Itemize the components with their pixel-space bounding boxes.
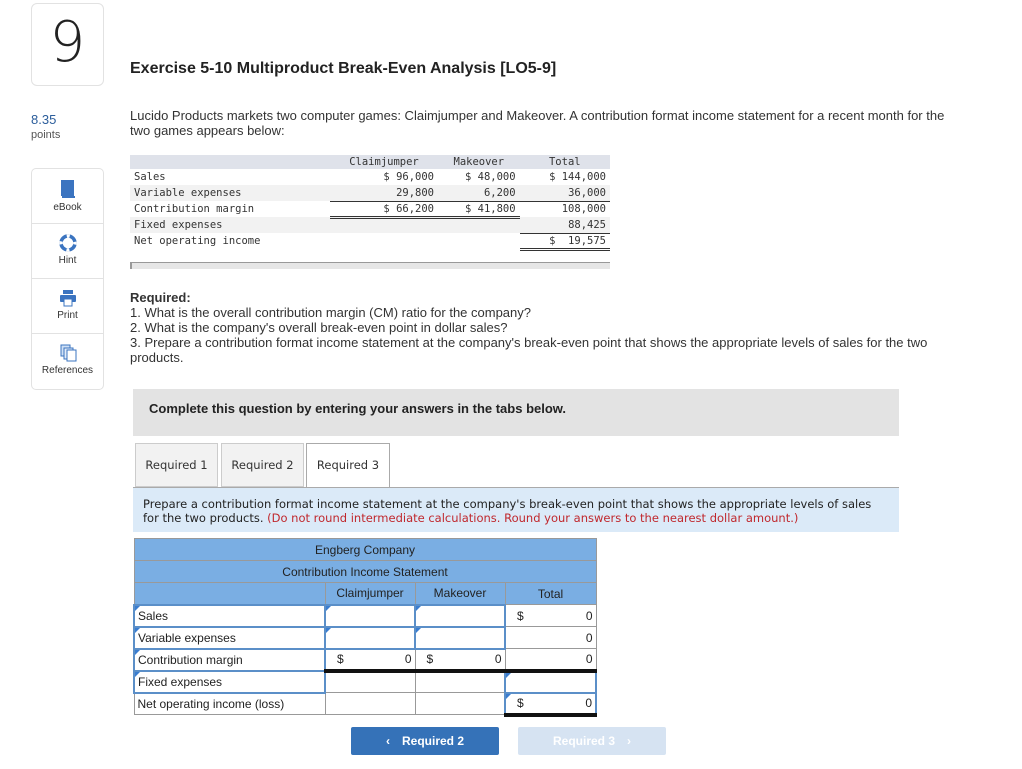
question-number: 9 [31, 3, 104, 86]
claimjumper-cm-cell [325, 649, 415, 671]
instruction-note: (Do not round intermediate calculations. Round your answers to the nearest dollar amount.) [267, 511, 799, 525]
total-fixed-input[interactable] [505, 671, 596, 693]
col-header: Makeover [415, 583, 505, 605]
total-value: 0 [585, 696, 592, 710]
col-header: Makeover [438, 155, 520, 169]
claimjumper-sales-input[interactable] [325, 605, 415, 627]
table-row [134, 627, 596, 649]
col-header: Claimjumper [325, 583, 415, 605]
prev-label: Required 2 [401, 734, 464, 748]
company-name: Engberg Company [134, 539, 596, 561]
chevron-right-icon: › [627, 734, 631, 748]
col-header: Total [505, 583, 596, 605]
lifebuoy-icon [59, 234, 77, 252]
dollar-sign: $ [517, 696, 524, 710]
col-header: Claimjumper [330, 155, 438, 169]
row-label: Net operating income [134, 235, 261, 247]
tab-instruction [133, 487, 899, 532]
cell: 108,000 [561, 203, 606, 216]
col-header: Total [520, 155, 610, 169]
hint-button[interactable] [32, 224, 103, 279]
table-row [134, 671, 596, 693]
prev-required-2-button[interactable] [351, 727, 499, 755]
table-row [134, 605, 596, 627]
claimjumper-variable-input[interactable] [325, 627, 415, 649]
print-label: Print [57, 310, 78, 321]
hint-label: Hint [58, 255, 77, 266]
table-row [130, 169, 610, 185]
tab-required-1[interactable]: Required 1 [135, 443, 218, 487]
required-item: 1. What is the overall contribution margin (CM) ratio for the company? [130, 305, 532, 320]
table-row [130, 185, 610, 201]
row-label-input[interactable]: Sales [134, 605, 325, 627]
instruction-banner: Complete this question by entering your answers in the tabs below. [133, 389, 899, 436]
makeover-variable-input[interactable] [415, 627, 505, 649]
table-row [130, 201, 610, 217]
required-section [130, 290, 960, 365]
cell: 29,800 [330, 185, 438, 201]
given-income-statement [130, 155, 610, 251]
required-item: 3. Prepare a contribution format income statement at the company's break-even point that shows the appropriate levels of sales for the two products. [130, 335, 928, 365]
empty-cell [415, 671, 505, 693]
row-label: Net operating income (loss) [134, 693, 325, 715]
table-row [134, 649, 596, 671]
references-button[interactable] [32, 334, 103, 389]
points-value: 8.35 [31, 112, 57, 127]
empty-cell [415, 693, 505, 715]
table-row [130, 233, 610, 249]
dollar-sign: $ [337, 652, 344, 666]
makeover-sales-input[interactable] [415, 605, 505, 627]
total-value: 0 [505, 627, 596, 649]
cell: $ 144,000 [549, 171, 606, 183]
cell: $ 66,200 [330, 201, 438, 217]
book-icon [60, 179, 76, 199]
row-label: Sales [134, 171, 166, 183]
row-label-input[interactable]: Contribution margin [134, 649, 325, 671]
cell: 36,000 [520, 185, 610, 201]
tab-required-3[interactable]: Required 3 [306, 443, 390, 488]
cell: $ 96,000 [383, 171, 434, 183]
printer-icon [59, 289, 77, 307]
next-label: Required 3 [552, 734, 615, 748]
total-value: 0 [505, 649, 596, 671]
total-noi-cell[interactable] [505, 693, 596, 715]
table-row [134, 693, 596, 715]
cell: 6,200 [438, 185, 520, 201]
ebook-button[interactable] [32, 169, 103, 224]
required-heading: Required: [130, 290, 191, 305]
required-item: 2. What is the company's overall break-even point in dollar sales? [130, 320, 508, 335]
answer-income-statement [133, 538, 595, 717]
dollar-sign: $ [426, 652, 434, 666]
row-label-input[interactable]: Variable expenses [134, 627, 325, 649]
print-button[interactable] [32, 279, 103, 334]
row-label-input[interactable]: Fixed expenses [134, 671, 325, 693]
points [31, 112, 60, 141]
exercise-title: Exercise 5-10 Multiproduct Break-Even Analysis [LO5-9] [130, 60, 557, 77]
empty-cell [325, 693, 415, 715]
cell: $ 48,000 [465, 171, 516, 183]
row-label: Variable expenses [130, 185, 330, 201]
tab-required-2[interactable]: Required 2 [221, 443, 304, 487]
makeover-cm-cell [415, 649, 505, 671]
intro-text: Lucido Products markets two computer games: Claimjumper and Makeover. A contribution format income statement for a recent month for the two games appears below: [130, 108, 945, 138]
cell: $ 19,575 [520, 233, 610, 249]
points-label: points [31, 129, 61, 141]
references-label: References [41, 365, 94, 376]
cell: 88,425 [520, 217, 610, 233]
dollar-sign: $ [517, 608, 524, 623]
cell-value: 0 [494, 652, 502, 666]
tools-panel [31, 168, 104, 390]
instruction-text: Prepare a contribution format income statement at the company's break-even point that shows the appropriate levels of sales for the two products. [143, 497, 872, 525]
empty-cell [325, 671, 415, 693]
next-required-3-button[interactable] [518, 727, 666, 755]
copy-icon [59, 344, 77, 362]
table-row [130, 217, 610, 233]
row-label: Contribution margin [134, 203, 255, 215]
cell: $ 41,800 [438, 201, 520, 217]
total-value: 0 [585, 608, 593, 623]
total-cell [505, 605, 596, 627]
ebook-label: eBook [53, 202, 82, 213]
table-footer [130, 262, 610, 269]
cell-value: 0 [404, 652, 412, 666]
row-label: Fixed expenses [130, 217, 330, 233]
chevron-left-icon: ‹ [385, 734, 390, 748]
statement-title: Contribution Income Statement [134, 561, 596, 583]
